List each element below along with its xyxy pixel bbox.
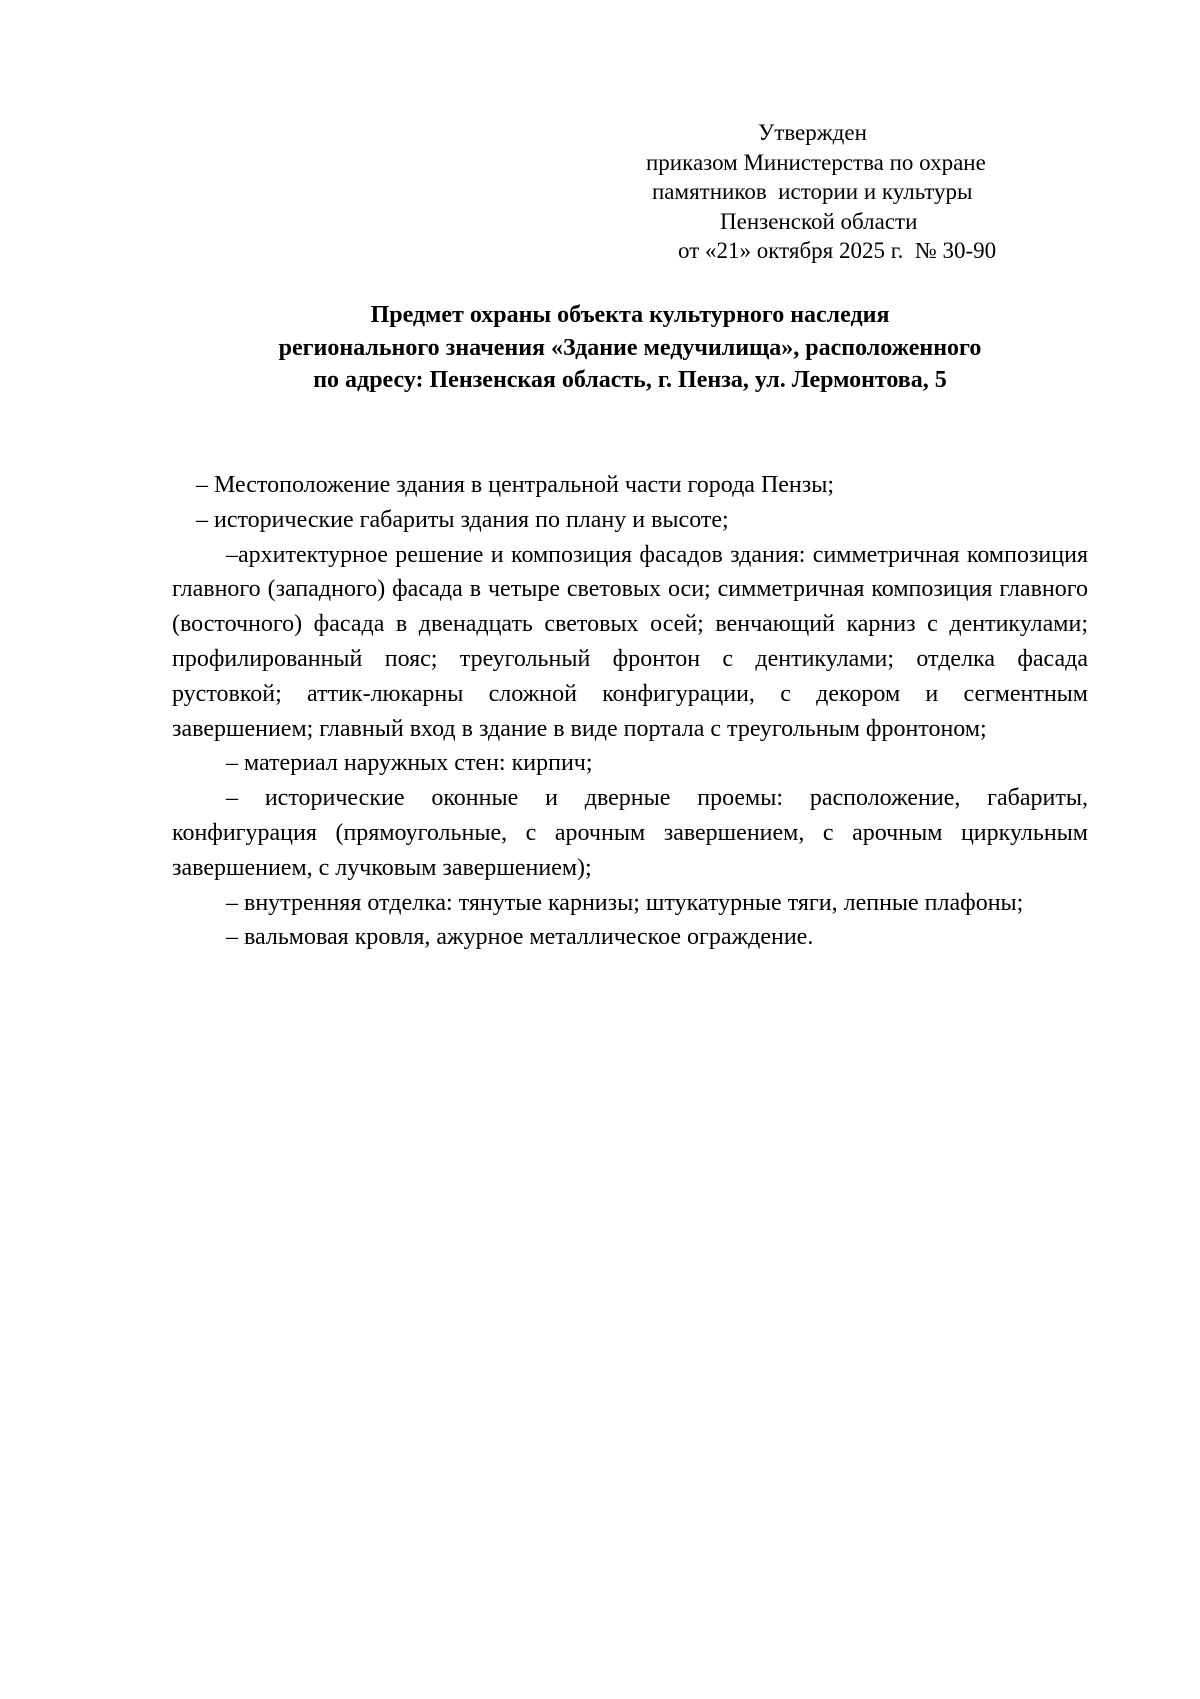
protection-items-list	[172, 468, 1088, 955]
approval-line: приказом Министерства по охране	[646, 149, 986, 175]
approval-line: Утвержден	[758, 120, 867, 145]
title-line: по адресу: Пензенская область, г. Пенза, ул. Лермонтова, 5	[313, 367, 947, 393]
approval-line: Пензенской области	[720, 208, 918, 234]
title-line: Предмет охраны объекта культурного наследия	[370, 302, 890, 328]
list-item: –архитектурное решение и композиция фасадов здания: симметричная композиция главного (западного) фасада в четыре световых оси; симметричная композиция главного (восточного) фасада в двенадцать световых осей; венчающий карниз с дентикулами; профилированный пояс; треугольный фронтон с дентикулами; отделка фасада рустовкой; аттик-люкарны сложной конфигурации, с декором и сегментным завершением; главный вход в здание в виде портала с треугольным фронтоном;	[172, 541, 1088, 742]
list-item: – вальмовая кровля, ажурное металлическое ограждение.	[226, 924, 814, 951]
list-item: – исторические габариты здания по плану и высоте;	[196, 506, 729, 533]
title-line: регионального значения «Здание медучилища», расположенного	[278, 334, 982, 361]
list-item: – Местоположение здания в центральной части города Пензы;	[196, 472, 835, 498]
document-title	[170, 299, 1090, 397]
list-item: – внутренняя отделка: тянутые карнизы; штукатурные тяги, лепные плафоны;	[226, 889, 1024, 916]
approval-block	[640, 118, 1110, 266]
list-item: – материал наружных стен: кирпич;	[226, 750, 593, 777]
list-item: – исторические оконные и дверные проемы: расположение, габариты, конфигурация (прямоугольные, с арочным завершением, с арочным циркульным завершением, с лучковым завершением);	[172, 785, 1088, 881]
approval-line: памятников истории и культуры	[652, 179, 973, 204]
approval-date-number: от «21» октября 2025 г. № 30-90	[678, 238, 997, 263]
